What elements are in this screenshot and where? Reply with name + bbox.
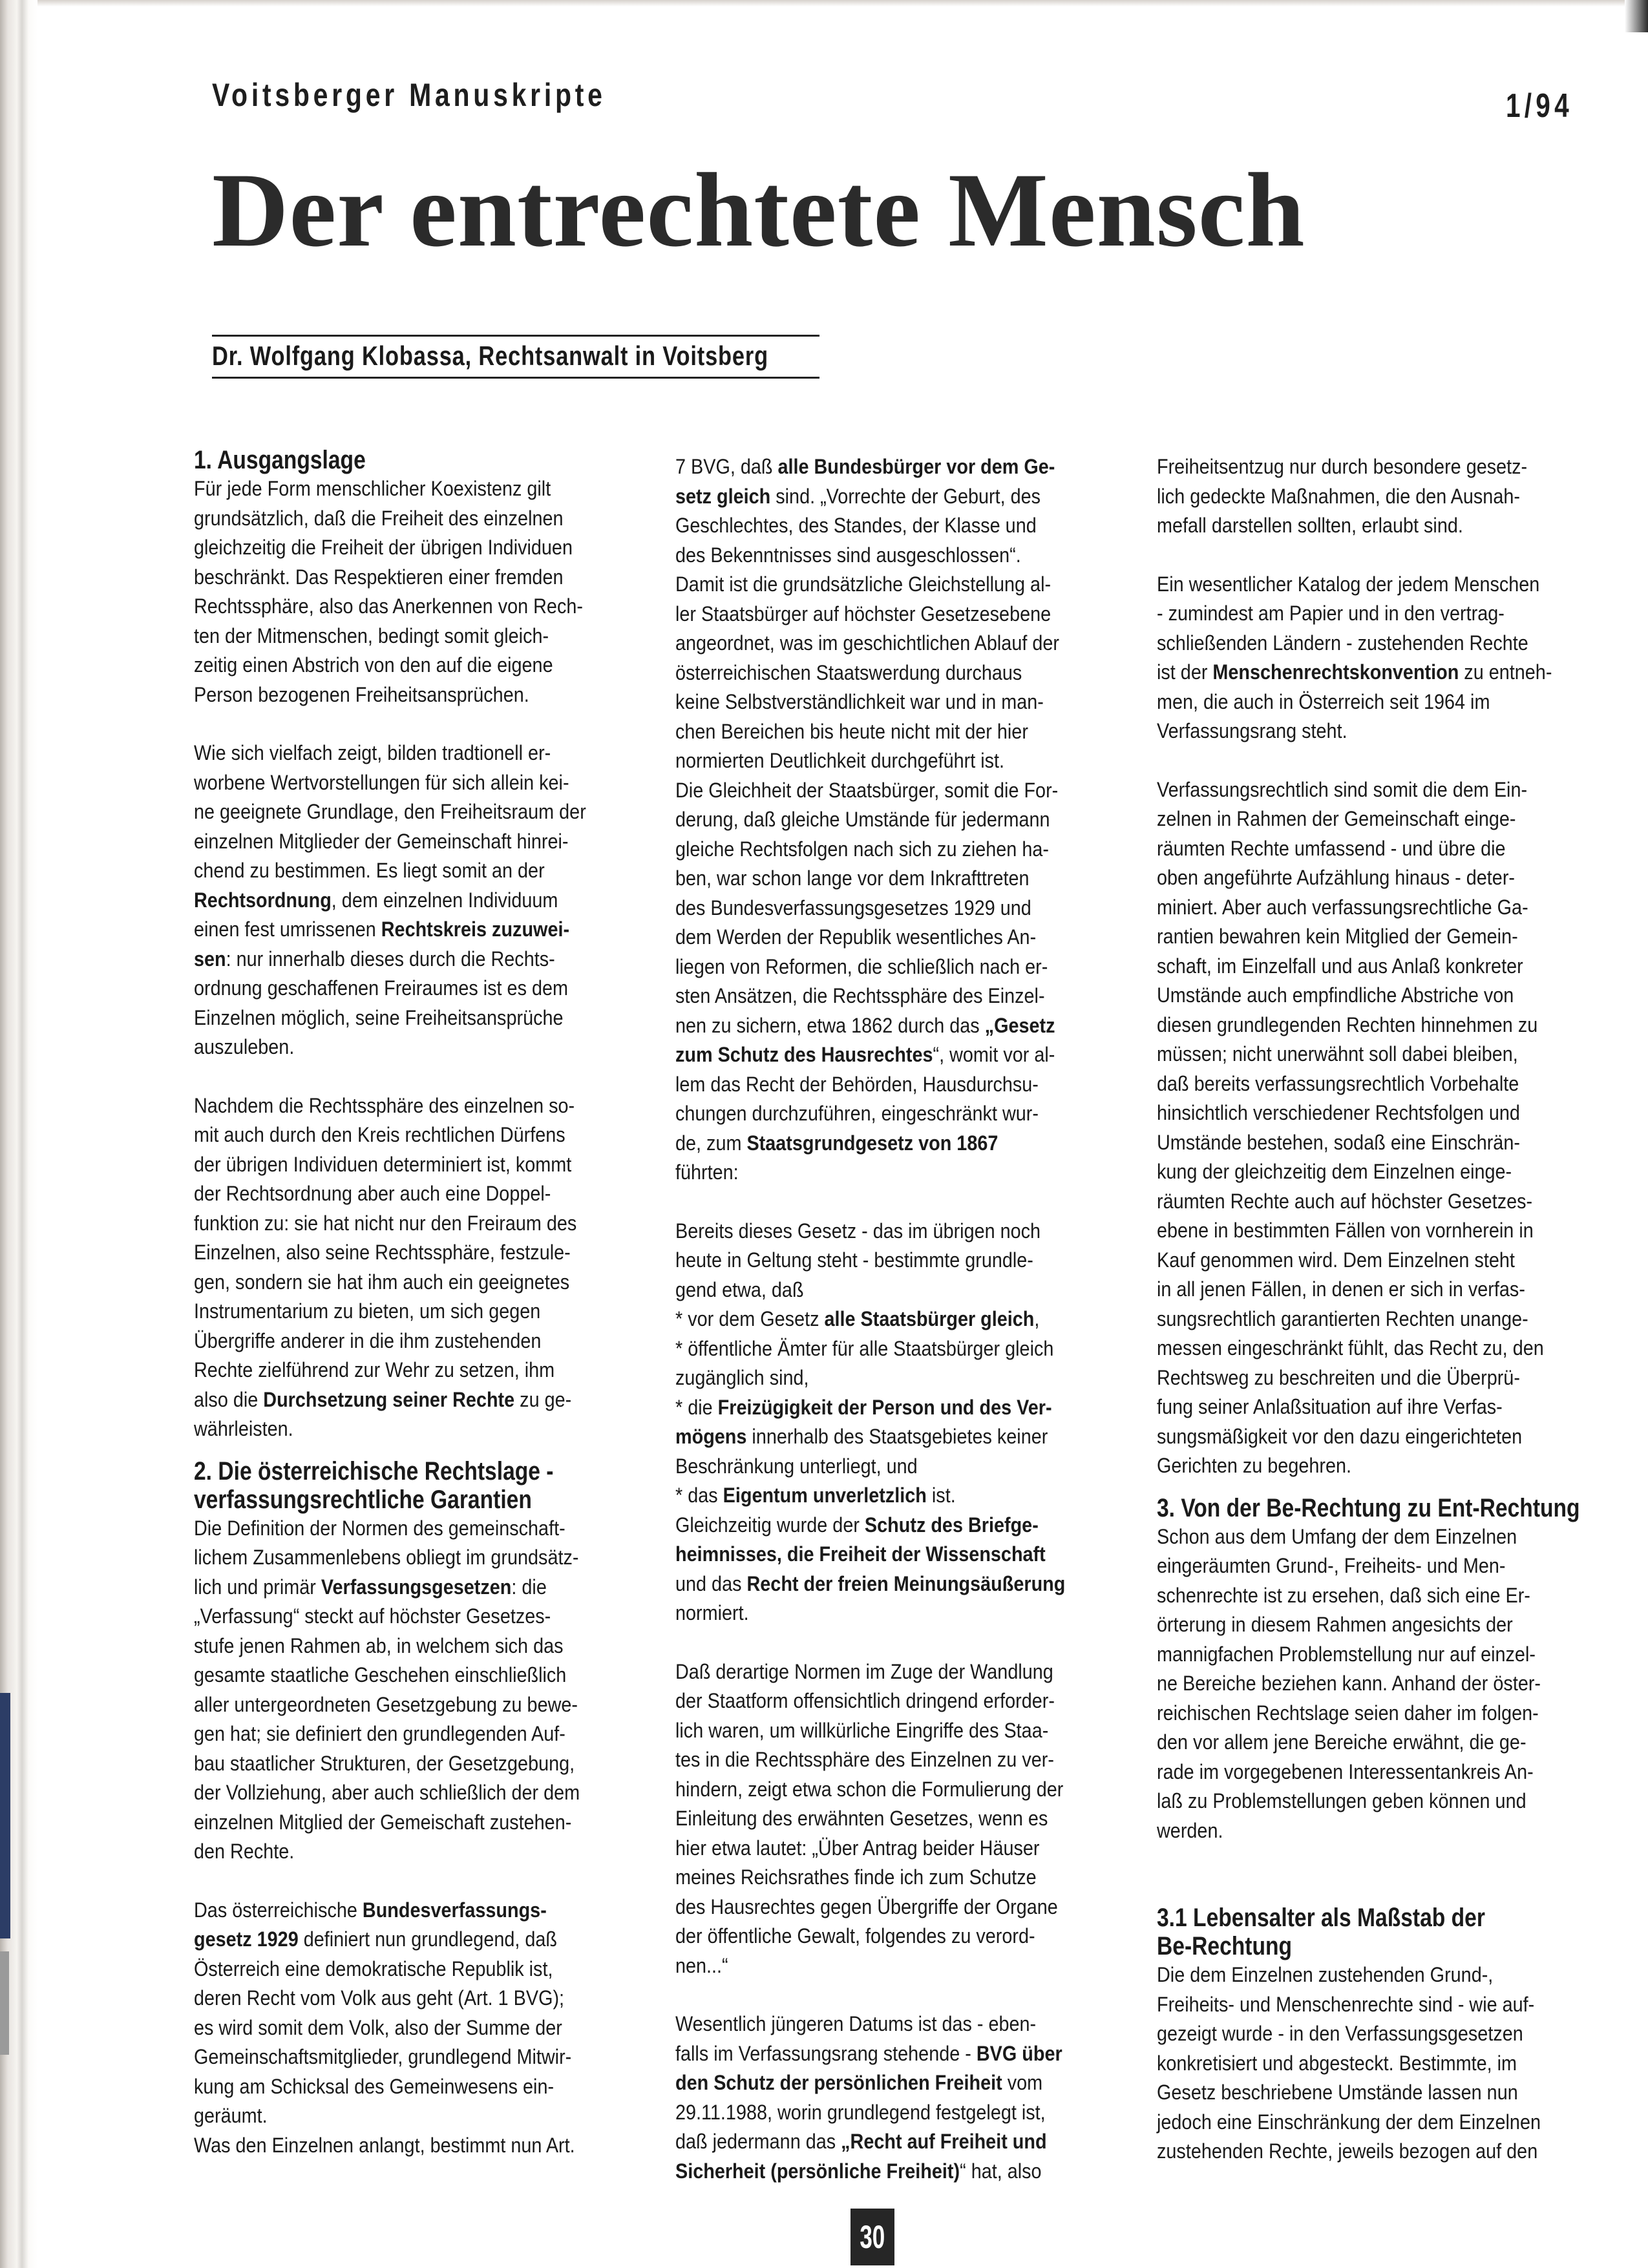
text-line: Gleichzeitig wurde der Schutz des Briefge-: [675, 1513, 1039, 1537]
text-line: einen fest umrissenen Rechtskreis zuzuwei-: [194, 918, 570, 941]
text-line: räumten Rechte umfassend - und übre die: [1157, 836, 1506, 860]
text-line: Österreich eine demokratische Republik ist,: [194, 1957, 553, 1980]
text-line: zum Schutz des Hausrechtes“, womit vor al-: [675, 1043, 1055, 1066]
text-line: führten:: [675, 1160, 739, 1184]
text-line: schließenden Ländern - zustehenden Rechte: [1157, 631, 1528, 655]
text-line: der Rechtsordnung aber auch eine Doppel-: [194, 1182, 551, 1205]
text-line: mannigfachen Problemstellung nur auf einzel-: [1157, 1642, 1536, 1666]
text-line: Rechtsweg zu beschreiten und die Überprü-: [1157, 1365, 1520, 1389]
paragraph-gap: [1157, 541, 1583, 570]
text-line: Nachdem die Rechtssphäre des einzelnen so-: [194, 1093, 575, 1117]
text-line: * die Freizügigkeit der Person und des Ver-: [675, 1395, 1052, 1419]
paragraph: [675, 1657, 1121, 1981]
text-line: Das österreichische Bundesverfassungs-: [194, 1898, 547, 1922]
text-line: schenrechte ist zu ersehen, daß sich eine Er-: [1157, 1583, 1530, 1607]
text-line: ler Staatsbürger auf höchster Gesetzesebene: [675, 602, 1051, 625]
paragraph-gap: [1157, 746, 1583, 775]
text-line: Für jede Form menschlicher Koexistenz gilt: [194, 477, 551, 500]
text-line: gleiche Rechtsfolgen nach sich zu ziehen ha-: [675, 837, 1049, 861]
text-line: Einleitung des erwähnten Gesetzes, wenn es: [675, 1807, 1048, 1830]
text-line: messen eingeschränkt fühlt, das Recht zu, den: [1157, 1336, 1544, 1360]
text-line: Gemeinschaftsmitglieder, grundlegend Mitwir-: [194, 2045, 572, 2068]
text-line: chungen durchzuführen, eingeschränkt wur-: [675, 1102, 1039, 1125]
text-line: normiert.: [675, 1601, 749, 1624]
text-line: setz gleich sind. „Vorrechte der Geburt, des: [675, 484, 1041, 508]
text-line: Ein wesentlicher Katalog der jedem Menschen: [1157, 572, 1540, 596]
paragraph-gap: [194, 1444, 633, 1457]
text-line: Kauf genommen wird. Dem Einzelnen steht: [1157, 1248, 1515, 1272]
text-line: Die Definition der Normen des gemeinschaft-: [194, 1516, 565, 1540]
text-line: 7 BVG, daß alle Bundesbürger vor dem Ge-: [675, 455, 1055, 478]
text-line: diesen grundlegenden Rechten hinnehmen zu: [1157, 1013, 1538, 1036]
paragraph: [1157, 570, 1583, 746]
text-line: der öffentliche Gewalt, folgendes zu verord-: [675, 1924, 1035, 1948]
byline-text: Dr. Wolfgang Klobassa, Rechtsanwalt in Voitsberg: [212, 341, 768, 371]
paragraph-gap: [675, 1628, 1121, 1657]
text-line: räumten Rechte auch auf höchster Gesetzes-: [1157, 1189, 1533, 1213]
text-line: hinsichtlich verschiedener Rechtsfolgen und: [1157, 1101, 1520, 1124]
text-line: * das Eigentum unverletzlich ist.: [675, 1484, 956, 1507]
paragraph: [675, 1217, 1121, 1628]
text-line: Verfassungsrang steht.: [1157, 719, 1347, 742]
text-line: derung, daß gleiche Umstände für jedermann: [675, 808, 1050, 831]
paragraph: [675, 452, 1121, 1188]
text-line: der übrigen Individuen determiniert ist, kommt: [194, 1152, 572, 1176]
page-number: 30: [850, 2209, 894, 2265]
text-line: worbene Wertvorstellungen für sich allein kei-: [194, 770, 569, 794]
text-line: des Bekenntnisses sind ausgeschlossen“.: [675, 543, 1021, 567]
text-column-1: [194, 446, 633, 2160]
text-line: Damit ist die grundsätzliche Gleichstellung al-: [675, 572, 1051, 596]
text-line: konkretisiert und abgesteckt. Bestimmte, im: [1157, 2051, 1517, 2075]
text-line: den Rechte.: [194, 1840, 295, 1863]
section-heading: [1157, 1494, 1583, 1522]
text-line: daß bereits verfassungsrechtlich Vorbehalte: [1157, 1071, 1519, 1095]
text-line: müssen; nicht unerwähnt soll dabei bleiben,: [1157, 1042, 1518, 1066]
text-line: gleichzeitig die Freiheit der übrigen Individuen: [194, 536, 573, 559]
text-line: ne Bereiche beziehen kann. Anhand der öster-: [1157, 1672, 1541, 1695]
text-line: grundsätzlich, daß die Freiheit des einzelnen: [194, 506, 564, 530]
text-line: sungsrechtlich garantierten Rechten unange-: [1157, 1307, 1528, 1330]
text-line: Sicherheit (persönliche Freiheit)“ hat, also: [675, 2159, 1042, 2183]
paragraph: [1157, 452, 1583, 541]
text-line: lem das Recht der Behörden, Hausdurchsu-: [675, 1072, 1039, 1096]
paragraph-gap: [194, 1867, 633, 1896]
paragraph: [194, 1514, 633, 1867]
text-line: Rechte zielführend zur Wehr zu setzen, ihm: [194, 1358, 555, 1381]
article-title: Der entrechtete Mensch: [212, 152, 1305, 269]
text-line: gesamte staatliche Geschehen einschließlich: [194, 1663, 567, 1686]
issue-number: 1/94: [1506, 87, 1573, 125]
text-line: zustehenden Rechte, jeweils bezogen auf den: [1157, 2139, 1538, 2163]
paragraph: [194, 739, 633, 1062]
text-column-3: [1157, 452, 1583, 2167]
text-line: örterung in diesem Rahmen angesichts der: [1157, 1613, 1513, 1636]
text-line: gesetz 1929 definiert nun grundlegend, daß: [194, 1927, 557, 1951]
paragraph: [194, 474, 633, 709]
text-line: men, die auch in Österreich seit 1964 im: [1157, 689, 1490, 713]
text-line: gen hat; sie definiert den grundlegenden Auf-: [194, 1722, 565, 1745]
text-line: ten der Mitmenschen, bedingt somit gleich-: [194, 624, 549, 647]
paragraph-gap: [675, 1980, 1121, 2010]
text-line: stufe jenen Rahmen ab, in welchem sich das: [194, 1633, 564, 1657]
text-line: Umstände auch empfindliche Abstriche von: [1157, 983, 1514, 1007]
text-line: sten Ansätzen, die Rechtssphäre des Einzel-: [675, 984, 1045, 1007]
text-line: zugänglich sind,: [675, 1366, 809, 1389]
text-line: falls im Verfassungsrang stehende - BVG über: [675, 2041, 1062, 2065]
text-line: sungsmäßigkeit vor den dazu eingerichteten: [1157, 1424, 1523, 1448]
section-heading: [194, 446, 633, 474]
paragraph: [194, 1091, 633, 1444]
scan-edge-top: [0, 0, 1648, 6]
text-line: lichem Zusammenlebens obliegt im grundsätz-: [194, 1546, 579, 1569]
text-line: Beschränkung unterliegt, und: [675, 1454, 918, 1478]
text-line: * öffentliche Ämter für alle Staatsbürger gleich: [675, 1336, 1054, 1360]
scan-edge-right: [1625, 0, 1648, 32]
text-line: Wesentlich jüngeren Datums ist das - eben-: [675, 2012, 1037, 2035]
text-line: ben, war schon lange vor dem Inkrafttreten: [675, 866, 1030, 890]
text-line: rade im vorgegebenen Interessentankreis An-: [1157, 1759, 1534, 1783]
scan-edge-gray-strip: [0, 1951, 9, 2055]
byline: [212, 335, 819, 379]
text-line: bau staatlicher Strukturen, der Gesetzgebung,: [194, 1751, 575, 1775]
text-line: 3. Von der Be-Rechtung zu Ent-Rechtung: [1157, 1493, 1580, 1522]
text-column-2: [675, 452, 1121, 2186]
paragraph-gap: [675, 1188, 1121, 1217]
text-line: der Vollziehung, aber auch schließlich der dem: [194, 1781, 580, 1804]
text-line: der Staatform offensichtlich dringend erforder-: [675, 1689, 1055, 1712]
text-line: den vor allem jene Bereiche erwähnt, die ge-: [1157, 1730, 1527, 1754]
paragraph: [675, 2010, 1121, 2186]
text-line: es wird somit dem Volk, also der Summe der: [194, 2015, 562, 2039]
text-line: miniert. Aber auch verfassungsrechtliche Ga-: [1157, 895, 1528, 919]
text-line: einzelnen Mitglied der Gemeischaft zustehen-: [194, 1810, 572, 1834]
text-line: jedoch eine Einschränkung der dem Einzelnen: [1157, 2110, 1541, 2134]
text-line: ne geeignete Grundlage, den Freiheitsraum der: [194, 800, 586, 823]
text-line: Rechtsordnung, dem einzelnen Individuum: [194, 888, 558, 912]
text-line: hindern, zeigt etwa schon die Formulierung der: [675, 1777, 1064, 1801]
text-line: den Schutz der persönlichen Freiheit vom: [675, 2071, 1043, 2094]
text-line: fung seiner Anlaßsituation auf ihre Verfas-: [1157, 1395, 1503, 1418]
text-line: österreichischen Staatswerdung durchaus: [675, 660, 1022, 684]
text-line: angeordnet, was im geschichtlichen Ablauf der: [675, 631, 1059, 655]
text-line: dem Werden der Republik wesentliches An-: [675, 925, 1037, 949]
text-line: liegen von Reformen, die schließlich nach er-: [675, 954, 1048, 978]
text-line: deren Recht vom Volk aus geht (Art. 1 BVG);: [194, 1986, 565, 2010]
text-line: Gesetz beschriebene Umstände lassen nun: [1157, 2081, 1518, 2104]
text-line: Instrumentarium zu bieten, um sich gegen: [194, 1299, 541, 1323]
text-line: „Verfassung“ steckt auf höchster Gesetzes-: [194, 1604, 551, 1628]
text-line: 2. Die österreichische Rechtslage -: [194, 1456, 554, 1486]
paragraph-gap: [194, 1062, 633, 1091]
text-line: Die Gleichheit der Staatsbürger, somit die For-: [675, 778, 1059, 802]
text-line: Umstände bestehen, sodaß eine Einschrän-: [1157, 1130, 1520, 1154]
text-line: kung der gleichzeitig dem Einzelnen einge-: [1157, 1160, 1512, 1183]
scan-edge-color-strip: [0, 1693, 10, 1938]
text-line: oben angeführte Aufzählung hinaus - deter-: [1157, 866, 1516, 889]
text-line: währleisten.: [194, 1417, 293, 1440]
text-line: normierten Deutlichkeit durchgeführt ist.: [675, 749, 1005, 772]
text-line: Einzelnen möglich, seine Freiheitsansprüche: [194, 1005, 564, 1029]
text-line: lich und primär Verfassungsgesetzen: die: [194, 1575, 547, 1599]
paragraph-gap: [1157, 1845, 1583, 1874]
text-line: keine Selbstverständlichkeit war und in man-: [675, 690, 1044, 713]
paragraph: [194, 1896, 633, 2161]
text-line: rantien bewahren kein Mitglied der Gemein-: [1157, 925, 1518, 948]
text-line: Gerichten zu begehren.: [1157, 1454, 1351, 1477]
text-line: heimnisses, die Freiheit der Wissenschaft: [675, 1542, 1046, 1566]
text-line: gen, sondern sie hat ihm auch ein geeignetes: [194, 1270, 570, 1294]
text-line: Daß derartige Normen im Zuge der Wandlung: [675, 1659, 1053, 1683]
text-line: des Bundesverfassungsgesetzes 1929 und: [675, 896, 1031, 919]
text-line: einzelnen Mitglieder der Gemeinschaft hinrei-: [194, 829, 569, 853]
text-line: meines Reichsrathes finde ich zum Schutze: [675, 1865, 1037, 1889]
text-line: reichischen Rechtslage seien daher im folgen-: [1157, 1701, 1539, 1725]
text-line: ebene in bestimmten Fällen von vornherein in: [1157, 1219, 1534, 1242]
text-line: lich gedeckte Maßnahmen, die den Ausnah-: [1157, 484, 1520, 508]
paragraph: [1157, 775, 1583, 1481]
text-line: Be-Rechtung: [1157, 1932, 1293, 1960]
paragraph-gap: [194, 709, 633, 739]
text-line: 1. Ausgangslage: [194, 446, 366, 474]
text-line: Was den Einzelnen anlangt, bestimmt nun Art.: [194, 2133, 575, 2157]
text-line: aller untergeordneten Gesetzgebung zu bewe-: [194, 1692, 578, 1716]
text-line: Freiheitsentzug nur durch besondere gesetz-: [1157, 455, 1528, 478]
text-line: auszuleben.: [194, 1035, 295, 1058]
paragraph-gap: [1157, 1874, 1583, 1904]
paragraph: [1157, 1960, 1583, 2167]
text-line: mögens innerhalb des Staatsgebietes keiner: [675, 1425, 1048, 1448]
section-heading: [194, 1457, 633, 1514]
text-line: gezeigt wurde - in den Verfassungsgesetzen: [1157, 2022, 1523, 2045]
section-heading: [1157, 1904, 1583, 1960]
text-line: hier etwa lautet: „Über Antrag beider Häuser: [675, 1836, 1040, 1860]
text-line: 29.11.1988, worin grundlegend festgelegt ist,: [675, 2100, 1046, 2124]
text-line: 3.1 Lebensalter als Maßstab der: [1157, 1904, 1485, 1932]
text-line: des Hausrechtes gegen Übergriffe der Organe: [675, 1895, 1058, 1918]
text-line: Schon aus dem Umfang der dem Einzelnen: [1157, 1524, 1517, 1548]
text-line: verfassungsrechtliche Garantien: [194, 1485, 532, 1514]
paragraph-gap: [1157, 1481, 1583, 1494]
text-line: mit auch durch den Kreis rechtlichen Dürfens: [194, 1123, 565, 1146]
text-line: mefall darstellen sollten, erlaubt sind.: [1157, 514, 1463, 537]
text-line: ordnung geschaffenen Freiraumes ist es dem: [194, 976, 568, 1000]
text-line: sen: nur innerhalb dieses durch die Rechts-: [194, 947, 555, 971]
text-line: - zumindest am Papier und in den vertrag-: [1157, 602, 1505, 625]
text-line: Freiheits- und Menschenrechte sind - wie auf-: [1157, 1992, 1535, 2016]
text-line: nen...“: [675, 1953, 728, 1977]
text-line: chen Bereichen bis heute nicht mit der hier: [675, 719, 1028, 743]
text-line: * vor dem Gesetz alle Staatsbürger gleich,: [675, 1307, 1040, 1330]
text-line: zeitig einen Abstrich von den auf die eigene: [194, 653, 553, 677]
text-line: lich waren, um willkürliche Eingriffe des Staa-: [675, 1718, 1049, 1742]
text-line: ist der Menschenrechtskonvention zu entneh-: [1157, 660, 1552, 684]
text-line: heute in Geltung steht - bestimmte grundle-: [675, 1248, 1033, 1272]
text-line: in all jenen Fällen, in denen er sich in verfas-: [1157, 1277, 1525, 1301]
text-line: und das Recht der freien Meinungsäußerung: [675, 1571, 1066, 1595]
paragraph: [1157, 1522, 1583, 1846]
text-line: also die Durchsetzung seiner Rechte zu ge-: [194, 1387, 572, 1411]
text-line: chend zu bestimmen. Es liegt somit an der: [194, 859, 545, 882]
text-line: Übergriffe anderer in die ihm zustehenden: [194, 1328, 542, 1352]
text-line: kung am Schicksal des Gemeinwesens ein-: [194, 2074, 555, 2098]
text-line: daß jedermann das „Recht auf Freiheit und: [675, 2130, 1047, 2153]
text-line: zelnen in Rahmen der Gemeinschaft einge-: [1157, 807, 1516, 830]
text-line: eingeräumten Grund-, Freiheits- und Men-: [1157, 1554, 1506, 1577]
text-line: werden.: [1157, 1818, 1223, 1842]
text-line: Verfassungsrechtlich sind somit die dem Ein-: [1157, 777, 1528, 801]
text-line: Bereits dieses Gesetz - das im übrigen noch: [675, 1219, 1041, 1243]
text-line: gend etwa, daß: [675, 1277, 804, 1301]
text-line: tes in die Rechtssphäre des Einzelnen zu ver-: [675, 1748, 1054, 1771]
text-line: schaft, im Einzelfall und aus Anlaß konkreter: [1157, 954, 1523, 978]
text-line: Rechtssphäre, also das Anerkennen von Rech-: [194, 594, 583, 618]
text-line: funktion zu: sie hat nicht nur den Freiraum des: [194, 1211, 577, 1235]
text-line: Person bezogenen Freiheitsansprüchen.: [194, 682, 529, 706]
journal-name: Voitsberger Manuskripte: [212, 77, 606, 113]
text-line: Einzelnen, also seine Rechtssphäre, festzule-: [194, 1241, 571, 1264]
text-line: nen zu sichern, etwa 1862 durch das „Gesetz: [675, 1013, 1055, 1037]
text-line: Die dem Einzelnen zustehenden Grund-,: [1157, 1963, 1494, 1986]
text-line: beschränkt. Das Respektieren einer fremden: [194, 565, 564, 589]
text-line: de, zum Staatsgrundgesetz von 1867: [675, 1131, 998, 1155]
text-line: Geschlechtes, des Standes, der Klasse und: [675, 514, 1037, 537]
text-line: Wie sich vielfach zeigt, bilden tradtionell er-: [194, 741, 551, 764]
text-line: geräumt.: [194, 2104, 268, 2127]
text-line: laß zu Problemstellungen geben können und: [1157, 1789, 1527, 1812]
